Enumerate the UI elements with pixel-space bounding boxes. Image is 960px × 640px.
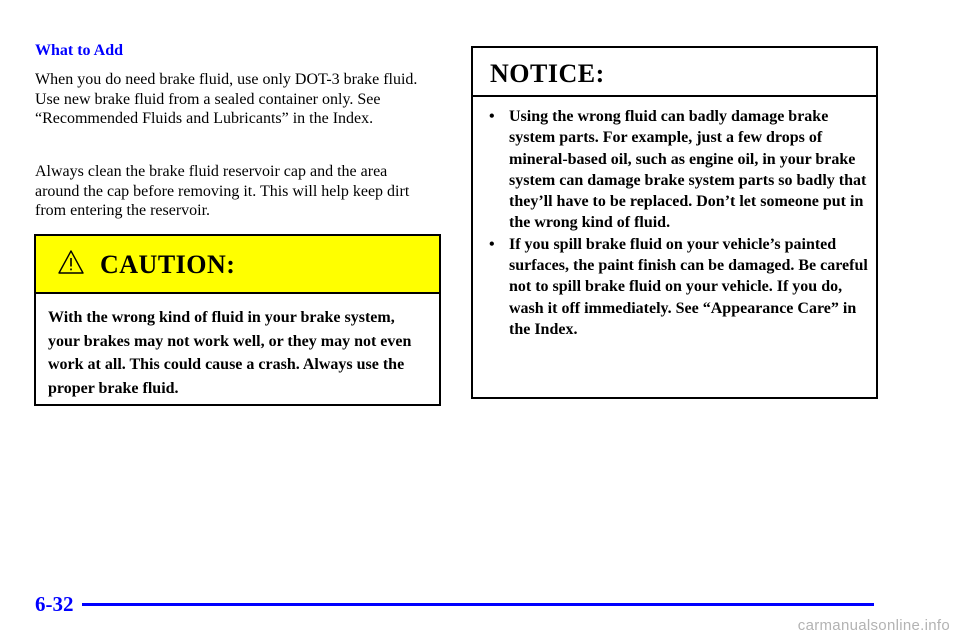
notice-item-text: Using the wrong fluid can badly damage brake system parts. For example, just a few drops of mineral-based oil, such as engine oil, in your brake system can damage brake system parts so badly that they’ll have to be replaced. Don’t let someone put in the wrong kind of fluid. [509,108,867,232]
body-paragraph: When you do need brake fluid, use only DOT-3 brake fluid. Use new brake fluid from a sealed container only. See “Recommended Fluids and Lubricants” in the Index. [35,71,418,127]
caution-box [34,234,441,406]
notice-title: NOTICE: [490,59,605,88]
caution-header [36,236,439,294]
footer-rule [82,603,874,606]
caution-text: With the wrong kind of fluid in your brake system, your brakes may not work well, or they may not even work at all. This could cause a crash. Always use the proper brake fluid. [48,309,412,397]
warning-triangle-icon [58,250,84,274]
watermark-text: carmanualsonline.info [797,617,950,634]
notice-item [489,234,869,340]
section-heading: What to Add [35,42,124,59]
notice-list [489,106,869,340]
notice-header [473,48,876,97]
notice-box [471,46,878,399]
bullet-icon: • [489,108,495,125]
notice-item [489,106,869,234]
bullet-icon: • [489,235,495,253]
body-paragraph: Always clean the brake fluid reservoir cap and the area around the cap before removing it. This will help keep dirt from entering the reservoir. [35,163,410,219]
caution-title: CAUTION: [100,250,236,279]
notice-item-text: If you spill brake fluid on your vehicle’s painted surfaces, the paint finish can be damaged. Be careful not to spill brake fluid on your vehicle. If you do, wash it off immediately. See “Appearance Care” in the Index. [509,235,868,338]
page-number: 6-32 [35,592,74,616]
